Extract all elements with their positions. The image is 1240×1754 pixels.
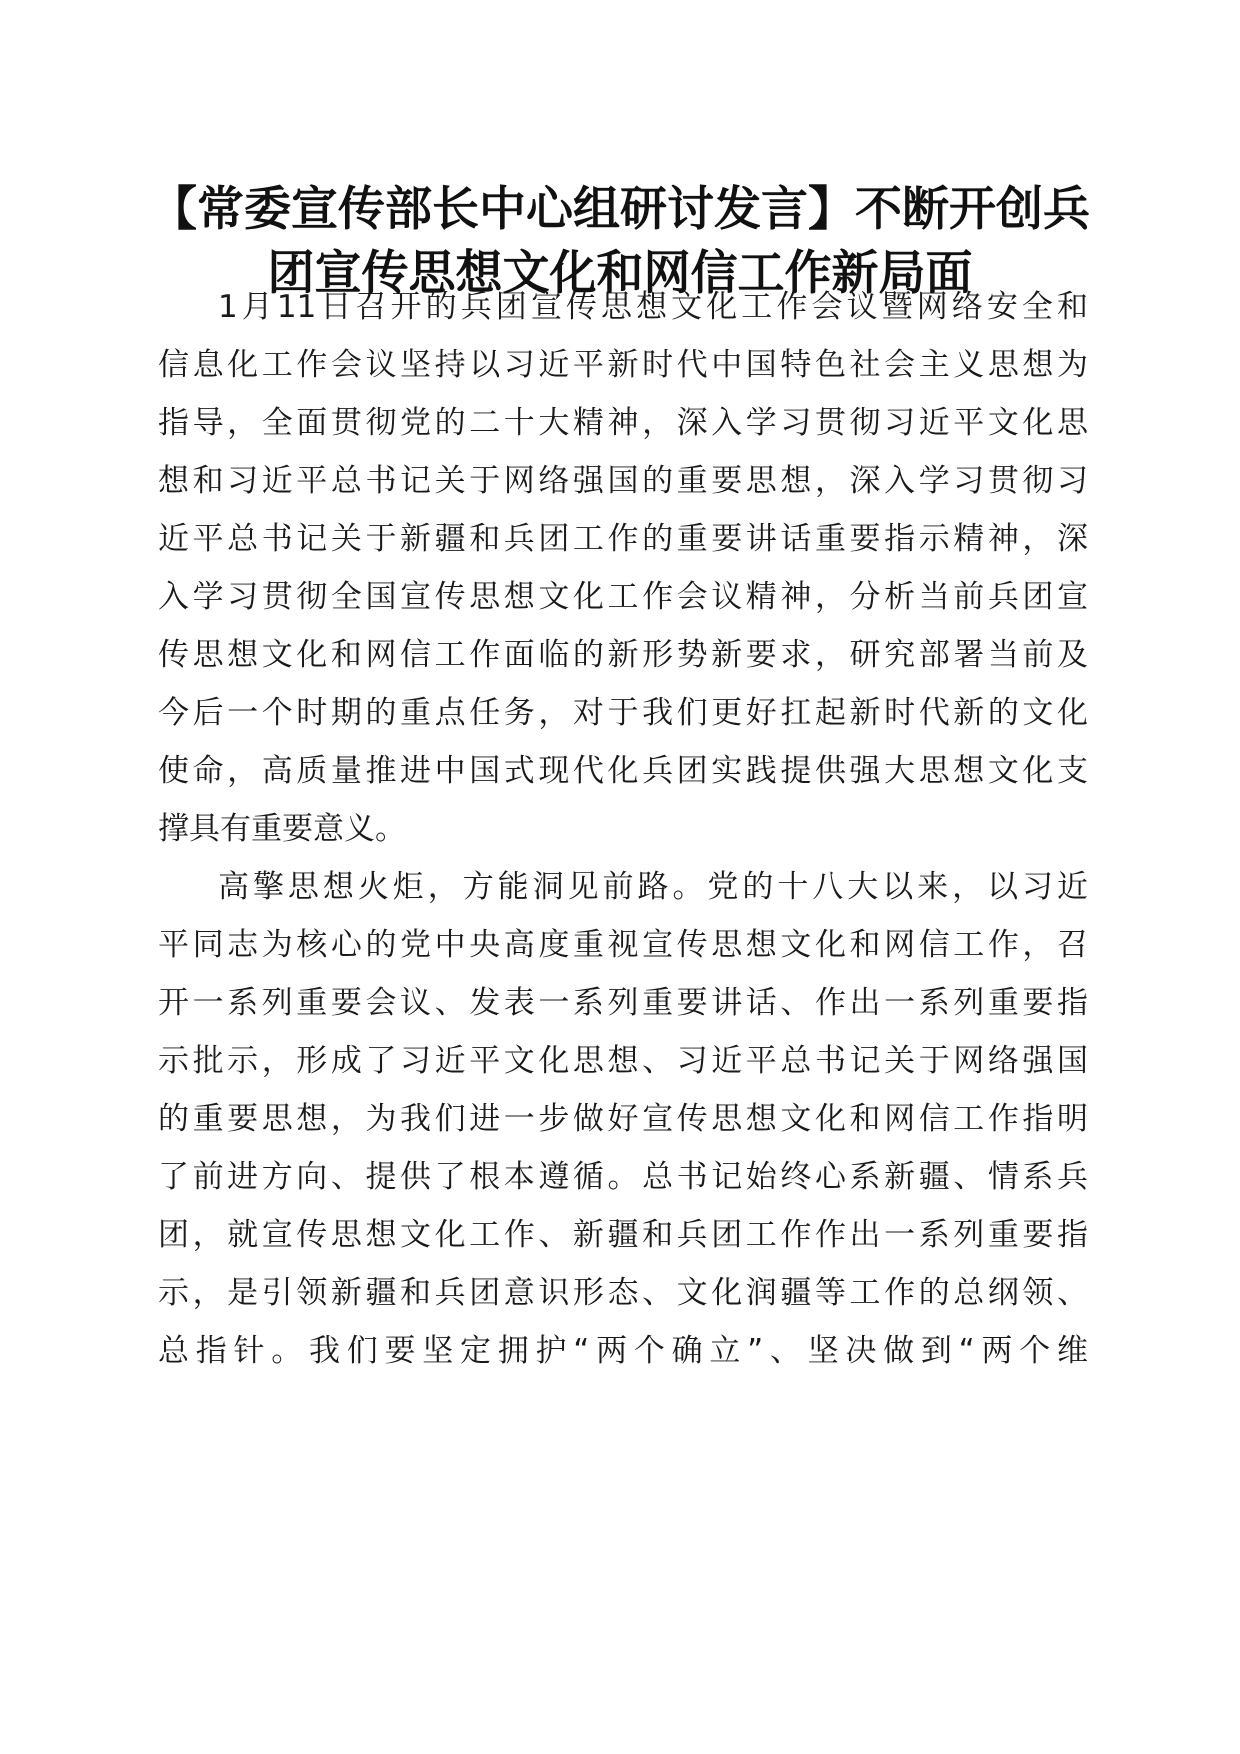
paragraph-2-line-7: 团，就宣传思想文化工作、新疆和兵团工作作出一系列重要指	[158, 1217, 1088, 1253]
paragraph-1-line-4: 想和习近平总书记关于网络强国的重要思想，深入学习贯彻习	[158, 463, 1088, 499]
paragraph-2-line-6: 了前进方向、提供了根本遵循。总书记始终心系新疆、情系兵	[158, 1159, 1088, 1195]
paragraph-1-line-2: 信息化工作会议坚持以习近平新时代中国特色社会主义思想为	[158, 347, 1088, 383]
paragraph-2-line-4: 示批示，形成了习近平文化思想、习近平总书记关于网络强国	[158, 1043, 1088, 1079]
paragraph-1-line-1: 1月11日召开的兵团宣传思想文化工作会议暨网络安全和	[218, 289, 1088, 325]
paragraph-1-line-10: 撑具有重要意义。	[158, 811, 406, 847]
paragraph-1-line-5: 近平总书记关于新疆和兵团工作的重要讲话重要指示精神，深	[158, 521, 1088, 557]
document-title-line-1: 【常委宣传部长中心组研讨发言】不断开创兵	[150, 182, 1090, 237]
paragraph-2-line-2: 平同志为核心的党中央高度重视宣传思想文化和网信工作，召	[158, 927, 1088, 963]
paragraph-2-line-9: 总指针。我们要坚定拥护“两个确立”、坚决做到“两个维	[158, 1333, 1088, 1369]
paragraph-2-line-1: 高擎思想火炬，方能洞见前路。党的十八大以来，以习近	[218, 869, 1088, 905]
paragraph-1-line-8: 今后一个时期的重点任务，对于我们更好扛起新时代新的文化	[158, 695, 1088, 731]
paragraph-1-line-6: 入学习贯彻全国宣传思想文化工作会议精神，分析当前兵团宣	[158, 579, 1088, 615]
paragraph-1-line-9: 使命，高质量推进中国式现代化兵团实践提供强大思想文化支	[158, 753, 1088, 789]
paragraph-1-line-3: 指导，全面贯彻党的二十大精神，深入学习贯彻习近平文化思	[158, 405, 1088, 441]
paragraph-2-line-3: 开一系列重要会议、发表一系列重要讲话、作出一系列重要指	[158, 985, 1088, 1021]
paragraph-2-line-5: 的重要思想，为我们进一步做好宣传思想文化和网信工作指明	[158, 1101, 1088, 1137]
paragraph-1-line-7: 传思想文化和网信工作面临的新形势新要求，研究部署当前及	[158, 637, 1088, 673]
paragraph-2-line-8: 示，是引领新疆和兵团意识形态、文化润疆等工作的总纲领、	[158, 1275, 1088, 1311]
document-title-line-2: 团宣传思想文化和网信工作新局面	[267, 246, 973, 301]
